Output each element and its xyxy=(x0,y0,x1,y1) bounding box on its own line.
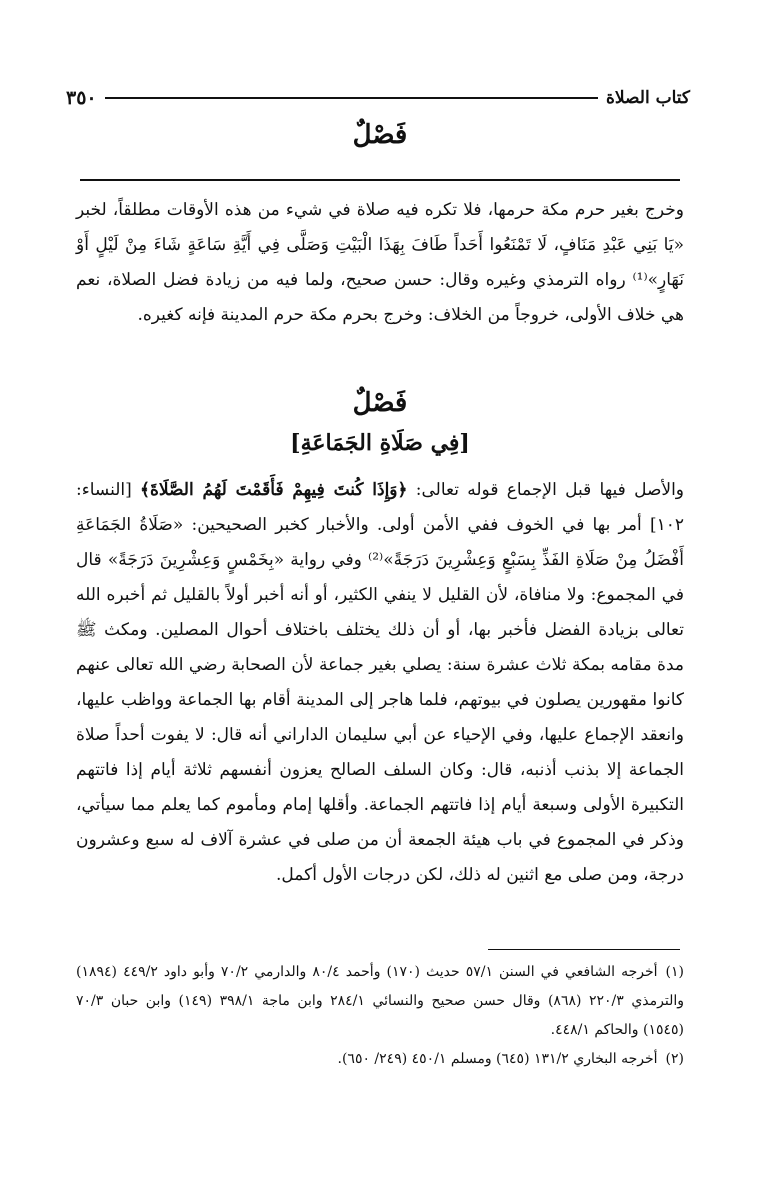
footnotes xyxy=(76,958,684,1074)
footnote-rule xyxy=(488,949,680,950)
quran-verse: ﴿وَإِذَا كُنتَ فِيهِمْ فَأَقَمْتَ لَهُمُ الصَّلَاةَ﴾ xyxy=(140,480,408,500)
footnote-2 xyxy=(76,1045,684,1074)
page-number: ٣٥٠ xyxy=(66,87,97,109)
section-heading-2: فَصْلٌ xyxy=(352,388,408,418)
footnote-text: أخرجه الشافعي في السنن ٥٧/١ حديث (١٧٠) وأحمد ٨٠/٤ والدارمي ٧٠/٢ وأبو داود ٤٤٩/٢ (١٨٩٤) والترمذي ٢٢٠/٣ (٨٦٨) وقال حسن صحيح والنسائي ٢٨٤/١ وابن ماجة ٣٩٨/١ (١٤٩) وابن حبان ٧٠/٣ (١٥٤٥) والحاكم ٤٤٨/١. xyxy=(76,964,685,1038)
paragraph-2-end: قال في المجموع: ولا منافاة، لأن القليل لا ينفي الكثير، أو أنه أخبر أولاً بالقليل ثم أخبره الله تعالى بزيادة الفضل فأخبر بها، أو أن ذلك يختلف باختلاف أحوال المصلين. ومكث ﷺ مدة مقامه بمكة ثلاث عشرة سنة: يصلي بغير جماعة لأن الصحابة رضي الله تعالى عنهم كانوا مقهورين يصلون في بيوتهم، فلما هاجر إلى المدينة أقام بها الجماعة وواظب عليها، وانعقد الإجماع عليها، وفي الإحياء عن أبي سليمان الداراني أنه قال: لا يفوت أحداً صلاة الجماعة إلا بذنب أذنبه، قال: وكان السلف الصالح يعزون أنفسهم ثلاثة أيام إذا فاتتهم التكبيرة الأولى وسبعة أيام إذا فاتتهم الجماعة. وأقلها إمام ومأموم كما يعلم مما سيأتي، وذكر في المجموع في باب هيئة الجمعة أن من صلى في عشرة آلاف له سبع وعشرون درجة، ومن صلى مع اثنين له ذلك، لكن درجات الأول أكمل. xyxy=(76,550,685,885)
paragraph-2-start: والأصل فيها قبل الإجماع قوله تعالى: xyxy=(407,480,685,500)
heading-rule xyxy=(80,179,680,181)
footnote-text: أخرجه البخاري ١٣١/٢ (٦٤٥) ومسلم ٤٥٠/١ (٢٤٩/ ٦٥٠). xyxy=(337,1051,658,1067)
paragraph-2-mid1: [النساء: ١٠٢] أمر بها في الخوف ففي الأمن أولى. والأخبار كخبر الصحيحين: xyxy=(76,480,684,535)
hadith-quote-1: «صَلَاةُ الجَمَاعَةِ أَفْضَلُ مِنْ صَلَاةِ الفَذِّ بِسَبْعٍ وَعِشْرِينَ دَرَجَةً»⁽²⁾ xyxy=(76,515,684,570)
header-rule xyxy=(105,97,598,99)
section-subtitle: [فِي صَلَاةِ الجَمَاعَةِ] xyxy=(290,430,470,456)
paragraph-2-mid2: وفي رواية xyxy=(284,550,369,570)
section-heading-1: فَصْلٌ xyxy=(352,120,408,150)
footnote-number: (١) xyxy=(665,964,685,980)
paragraph-1: وخرج بغير حرم مكة حرمها، فلا تكره فيه صلاة في شيء من هذه الأوقات مطلقاً، لخبر «يَا بَنِي عَبْدِ مَنَافٍ، لَا تَمْنَعُوا أَحَداً طَافَ بِهَذَا الْبَيْتِ وَصَلَّى فِي أَيَّةِ سَاعَةٍ شَاءَ مِنْ لَيْلٍ أَوْ نَهَارٍ»⁽¹⁾ رواه الترمذي وغيره وقال: حسن صحيح، ولما فيه من زيادة فضل الصلاة، نعم هي خلاف الأولى، خروجاً من الخلاف: وخرج بحرم مكة حرم المدينة فإنه كغيره. xyxy=(76,200,684,325)
paragraph-2 xyxy=(76,473,684,893)
hadith-quote-2: «بِخَمْسٍ وَعِشْرِينَ دَرَجَةً» xyxy=(107,550,285,570)
book-title: كتاب الصلاة xyxy=(605,88,690,108)
footnote-number: (٢) xyxy=(665,1051,684,1067)
footnote-1 xyxy=(76,958,684,1045)
running-header xyxy=(66,84,690,112)
